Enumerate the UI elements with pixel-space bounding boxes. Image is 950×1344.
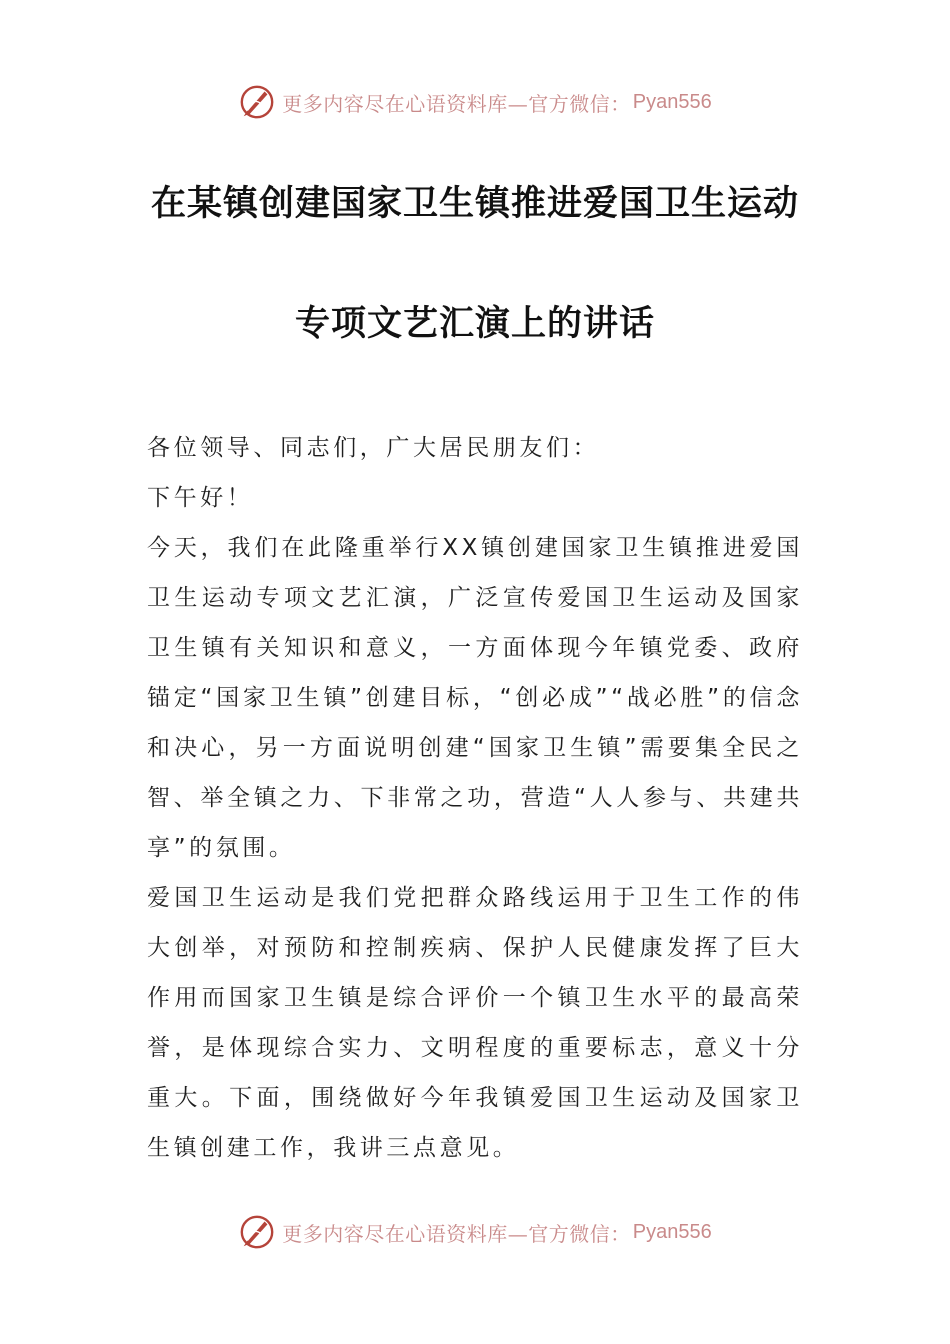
greeting-paragraph: 下午好！ bbox=[147, 485, 254, 511]
document-title-line-2: 专项文艺汇演上的讲话 bbox=[294, 304, 655, 344]
document-title-line-1: 在某镇创建国家卫生镇推进爱国卫生运动 bbox=[150, 184, 799, 224]
pen-logo-icon bbox=[238, 83, 276, 121]
watermark-banner-bottom bbox=[0, 1210, 950, 1254]
watermark-wechat-id: Pyan556 bbox=[632, 1220, 712, 1243]
salutation-paragraph: 各位领导、同志们，广大居民朋友们： bbox=[147, 435, 600, 461]
watermark-banner-top bbox=[0, 80, 950, 124]
document-body bbox=[147, 423, 803, 1173]
body-paragraph: 爱国卫生运动是我们党把群众路线运用于卫生工作的伟大创举，对预防和控制疾病、保护人民健康发挥了巨大作用而国家卫生镇是综合评价一个镇卫生水平的最高荣誉，是体现综合实力、文明程度的重要标志，意义十分重大。下面，围绕做好今年我镇爱国卫生运动及国家卫生镇创建工作，我讲三点意见。 bbox=[147, 885, 803, 1161]
pen-logo-icon bbox=[238, 1213, 276, 1251]
watermark-wechat-id: Pyan556 bbox=[632, 90, 712, 113]
watermark-text: 更多内容尽在心语资料库—官方微信： bbox=[282, 91, 631, 116]
body-paragraph: 今天，我们在此隆重举行XX镇创建国家卫生镇推进爱国卫生运动专项文艺汇演，广泛宣传爱国卫生运动及国家卫生镇有关知识和意义，一方面体现今年镇党委、政府锚定“国家卫生镇”创建目标，“创必成”“战必胜”的信念和决心，另一方面说明创建“国家卫生镇”需要集全民之智、举全镇之力、下非常之功，营造“人人参与、共建共享”的氛围。 bbox=[147, 535, 803, 861]
watermark-text: 更多内容尽在心语资料库—官方微信： bbox=[282, 1221, 631, 1246]
